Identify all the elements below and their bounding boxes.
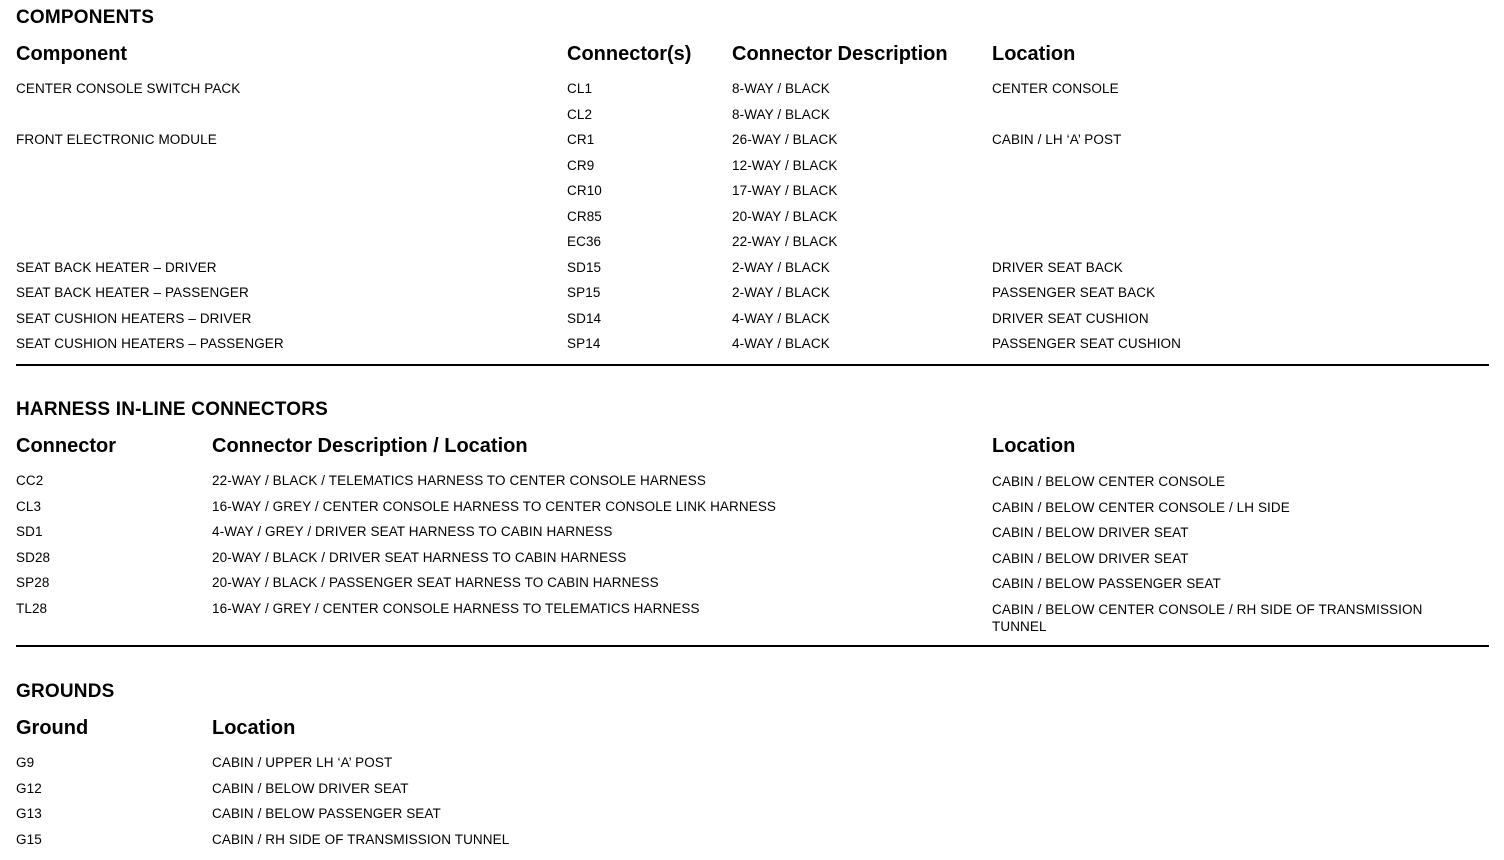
connector-cell: SD28 [16, 549, 51, 565]
connector-description-location-cell: 22-WAY / BLACK / TELEMATICS HARNESS TO CENTER CONSOLE HARNESS [212, 473, 706, 488]
connector-cell: CL1 [567, 81, 593, 96]
location-cell: CABIN / BELOW PASSENGER SEAT [992, 576, 1221, 592]
component-cell: CENTER CONSOLE SWITCH PACK [16, 81, 241, 96]
table-row [0, 285, 1504, 305]
table-row [0, 575, 1504, 595]
table-row [0, 499, 1504, 519]
component-cell: FRONT ELECTRONIC MODULE [16, 132, 217, 147]
connector-description-location-cell: 4-WAY / GREY / DRIVER SEAT HARNESS TO CABIN HARNESS [212, 524, 613, 540]
connector-cell: CR85 [567, 208, 602, 224]
connector-cell: SD15 [567, 259, 602, 275]
connector-cell: CL3 [16, 498, 42, 514]
table-row [0, 107, 1504, 127]
connector-description-cell: 20-WAY / BLACK [732, 208, 838, 224]
harness-header-location: Location [992, 435, 1076, 457]
table-row [0, 550, 1504, 570]
components-header-connector-description: Connector Description [732, 43, 948, 65]
location-cell: CABIN / RH SIDE OF TRANSMISSION TUNNEL [212, 831, 510, 847]
location-cell: PASSENGER SEAT CUSHION [992, 336, 1181, 351]
table-row [0, 806, 1504, 826]
table-row [0, 132, 1504, 152]
location-cell: CABIN / BELOW CENTER CONSOLE / RH SIDE OF TRANSMISSION TUNNEL [992, 602, 1423, 634]
component-cell: SEAT CUSHION HEATERS – PASSENGER [16, 336, 284, 351]
location-cell: DRIVER SEAT BACK [992, 259, 1123, 275]
component-cell: SEAT BACK HEATER – DRIVER [16, 259, 217, 275]
connector-cell: SP14 [567, 336, 601, 351]
connector-cell: SP28 [16, 575, 50, 591]
location-cell: PASSENGER SEAT BACK [992, 285, 1156, 300]
components-header-location: Location [992, 43, 1076, 65]
connector-description-cell: 26-WAY / BLACK [732, 132, 838, 147]
connector-description-location-cell: 20-WAY / BLACK / PASSENGER SEAT HARNESS TO CABIN HARNESS [212, 575, 659, 591]
harness-header-connector: Connector [16, 435, 116, 457]
location-cell: CENTER CONSOLE [992, 81, 1119, 96]
connector-cell: CC2 [16, 473, 44, 488]
table-row [0, 234, 1504, 254]
components-header-connectors: Connector(s) [567, 43, 692, 65]
connector-cell: SP15 [567, 285, 601, 300]
connector-cell: CR10 [567, 183, 602, 198]
connector-cell: CR1 [567, 132, 595, 147]
location-cell: CABIN / BELOW PASSENGER SEAT [212, 806, 441, 822]
table-row [0, 209, 1504, 229]
grounds-section-title: GROUNDS [16, 681, 115, 702]
connector-description-cell: 2-WAY / BLACK [732, 285, 830, 300]
table-row [0, 473, 1504, 493]
connector-description-cell: 4-WAY / BLACK [732, 310, 830, 326]
connector-description-cell: 4-WAY / BLACK [732, 336, 830, 351]
location-cell: CABIN / BELOW DRIVER SEAT [992, 525, 1189, 541]
connector-description-cell: 22-WAY / BLACK [732, 234, 838, 249]
table-row [0, 755, 1504, 775]
components-section-title: COMPONENTS [16, 7, 155, 28]
location-cell: CABIN / BELOW DRIVER SEAT [992, 550, 1189, 566]
connector-cell: TL28 [16, 601, 48, 616]
table-row [0, 832, 1504, 852]
grounds-header-ground: Ground [16, 717, 89, 739]
connector-description-cell: 2-WAY / BLACK [732, 259, 830, 275]
location-cell: CABIN / LH ‘A’ POST [992, 132, 1122, 147]
table-row [0, 524, 1504, 544]
location-cell: CABIN / BELOW CENTER CONSOLE [992, 474, 1226, 489]
connector-description-cell: 12-WAY / BLACK [732, 157, 838, 173]
connector-description-cell: 17-WAY / BLACK [732, 183, 838, 198]
connector-description-cell: 8-WAY / BLACK [732, 106, 830, 122]
component-cell: SEAT CUSHION HEATERS – DRIVER [16, 310, 252, 326]
table-row [0, 158, 1504, 178]
ground-cell: G15 [16, 831, 42, 847]
connector-description-location-cell: 20-WAY / BLACK / DRIVER SEAT HARNESS TO CABIN HARNESS [212, 549, 627, 565]
table-row [0, 781, 1504, 801]
section-divider [16, 364, 1489, 366]
connector-cell: EC36 [567, 234, 602, 249]
harness-section-title: HARNESS IN-LINE CONNECTORS [16, 399, 329, 420]
table-row [0, 311, 1504, 331]
connector-cell: CR9 [567, 157, 595, 173]
grounds-header-location: Location [212, 717, 296, 739]
connector-cell: SD1 [16, 524, 43, 540]
connector-description-location-cell: 16-WAY / GREY / CENTER CONSOLE HARNESS TO CENTER CONSOLE LINK HARNESS [212, 498, 777, 514]
ground-cell: G12 [16, 780, 42, 796]
connector-cell: SD14 [567, 310, 602, 326]
section-divider [16, 645, 1489, 647]
ground-cell: G13 [16, 806, 42, 822]
location-cell: CABIN / BELOW DRIVER SEAT [212, 780, 409, 796]
table-row [0, 260, 1504, 280]
component-cell: SEAT BACK HEATER – PASSENGER [16, 285, 249, 300]
location-cell: CABIN / UPPER LH ‘A’ POST [212, 755, 393, 770]
connector-cell: CL2 [567, 106, 593, 122]
components-header-component: Component [16, 43, 128, 65]
connector-description-cell: 8-WAY / BLACK [732, 81, 830, 96]
location-cell: CABIN / BELOW CENTER CONSOLE / LH SIDE [992, 499, 1290, 515]
table-row [0, 81, 1504, 101]
location-cell: DRIVER SEAT CUSHION [992, 310, 1149, 326]
table-row [0, 336, 1504, 356]
table-row [0, 183, 1504, 203]
harness-header-description-location: Connector Description / Location [212, 435, 528, 457]
ground-cell: G9 [16, 755, 35, 770]
table-row [0, 601, 1504, 634]
connector-description-location-cell: 16-WAY / GREY / CENTER CONSOLE HARNESS TO TELEMATICS HARNESS [212, 601, 700, 616]
